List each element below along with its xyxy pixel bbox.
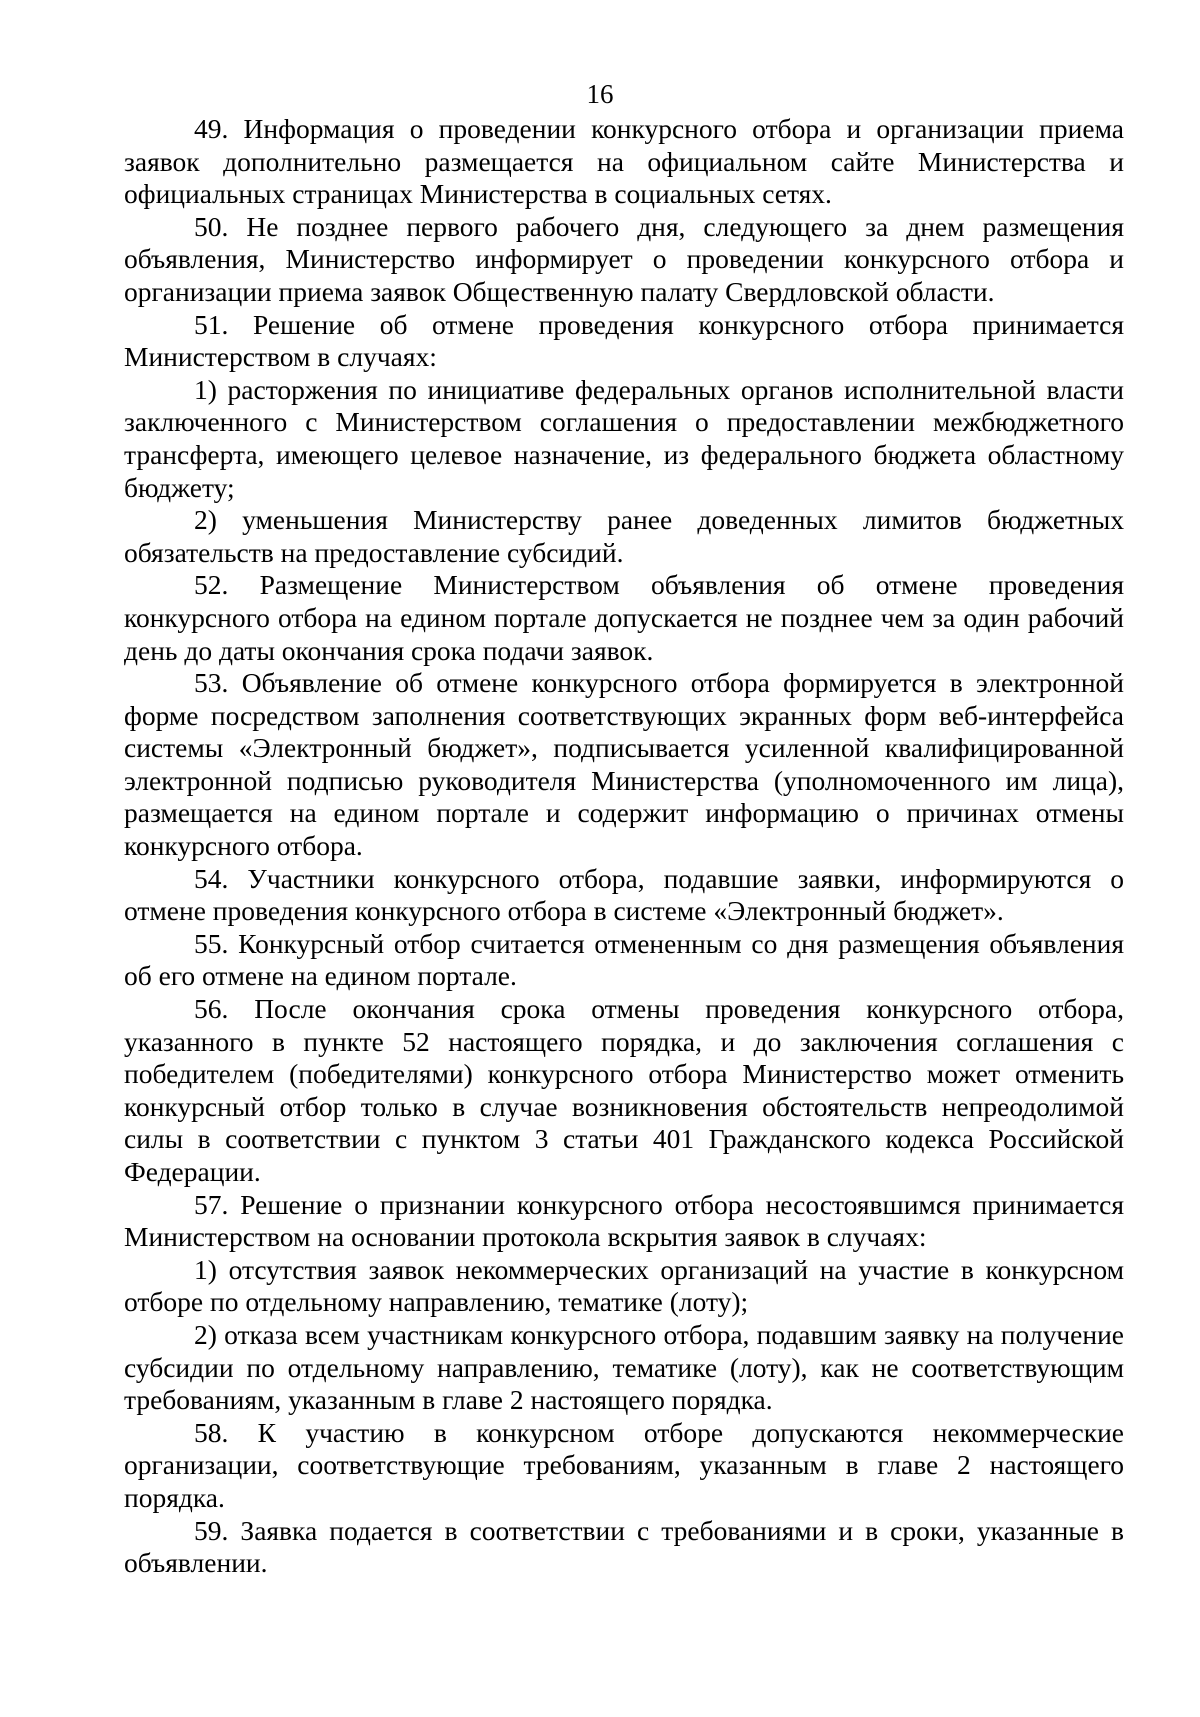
paragraph-58: 58. К участию в конкурсном отборе допускаются некоммерческие организации, соответствующие требованиям, указанным в главе 2 настоящего порядка. <box>124 1416 1124 1513</box>
paragraph-56: 56. После окончания срока отмены проведения конкурсного отбора, указанного в пункте 52 настоящего порядка, и до заключения соглашения с победителем (победителями) конкурсного отбора Министерство может отменить конкурсный отбор только в случае возникновения обстоятельств непреодолимой силы в соответствии с пунктом 3 статьи 401 Гражданского кодекса Российской Федерации. <box>124 993 1124 1187</box>
paragraph-59: 59. Заявка подается в соответствии с требованиями и в сроки, указанные в объявлении. <box>124 1514 1124 1579</box>
page-number: 16 <box>586 79 614 109</box>
paragraph-50: 50. Не позднее первого рабочего дня, следующего за днем размещения объявления, Министерство информирует о проведении конкурсного отбора и организации приема заявок Общественную палату Свердловской области. <box>124 210 1124 307</box>
paragraph-52: 52. Размещение Министерством объявления об отмене проведения конкурсного отбора на едином портале допускается не позднее чем за один рабочий день до даты окончания срока подачи заявок. <box>124 569 1124 666</box>
paragraph-54: 54. Участники конкурсного отбора, подавшие заявки, информируются о отмене проведения конкурсного отбора в системе «Электронный бюджет». <box>124 862 1124 927</box>
paragraph-57-item-1: 1) отсутствия заявок некоммерческих организаций на участие в конкурсном отборе по отдельному направлению, тематике (лоту); <box>124 1253 1124 1318</box>
paragraph-57-item-2: 2) отказа всем участникам конкурсного отбора, подавшим заявку на получение субсидии по отдельному направлению, тематике (лоту), как не соответствующим требованиям, указанным в главе 2 настоящего порядка. <box>124 1318 1124 1416</box>
paragraph-51-item-2: 2) уменьшения Министерству ранее доведенных лимитов бюджетных обязательств на предоставление субсидий. <box>124 504 1124 568</box>
paragraph-51-item-1: 1) расторжения по инициативе федеральных органов исполнительной власти заключенного с Министерством соглашения о предоставлении межбюджетного трансферта, имеющего целевое назначение, из федерального бюджета областному бюджету; <box>124 373 1124 503</box>
paragraph-55: 55. Конкурсный отбор считается отмененным со дня размещения объявления об его отмене на едином портале. <box>124 927 1124 992</box>
paragraph-49: 49. Информация о проведении конкурсного отбора и организации приема заявок дополнительно размещается на официальном сайте Министерства и официальных страницах Министерства в социальных сетях. <box>124 113 1124 210</box>
document-body <box>124 113 1124 1580</box>
paragraph-53: 53. Объявление об отмене конкурсного отбора формируется в электронной форме посредством заполнения соответствующих экранных форм веб-интерфейса системы «Электронный бюджет», подписывается усиленной квалифицированной электронной подписью руководителя Министерства (уполномоченного им лица), размещается на едином портале и содержит информацию о причинах отмены конкурсного отбора. <box>124 667 1124 862</box>
paragraph-51: 51. Решение об отмене проведения конкурсного отбора принимается Министерством в случаях: <box>124 308 1124 373</box>
paragraph-57: 57. Решение о признании конкурсного отбора несостоявшимся принимается Министерством на основании протокола вскрытия заявок в случаях: <box>124 1188 1124 1253</box>
